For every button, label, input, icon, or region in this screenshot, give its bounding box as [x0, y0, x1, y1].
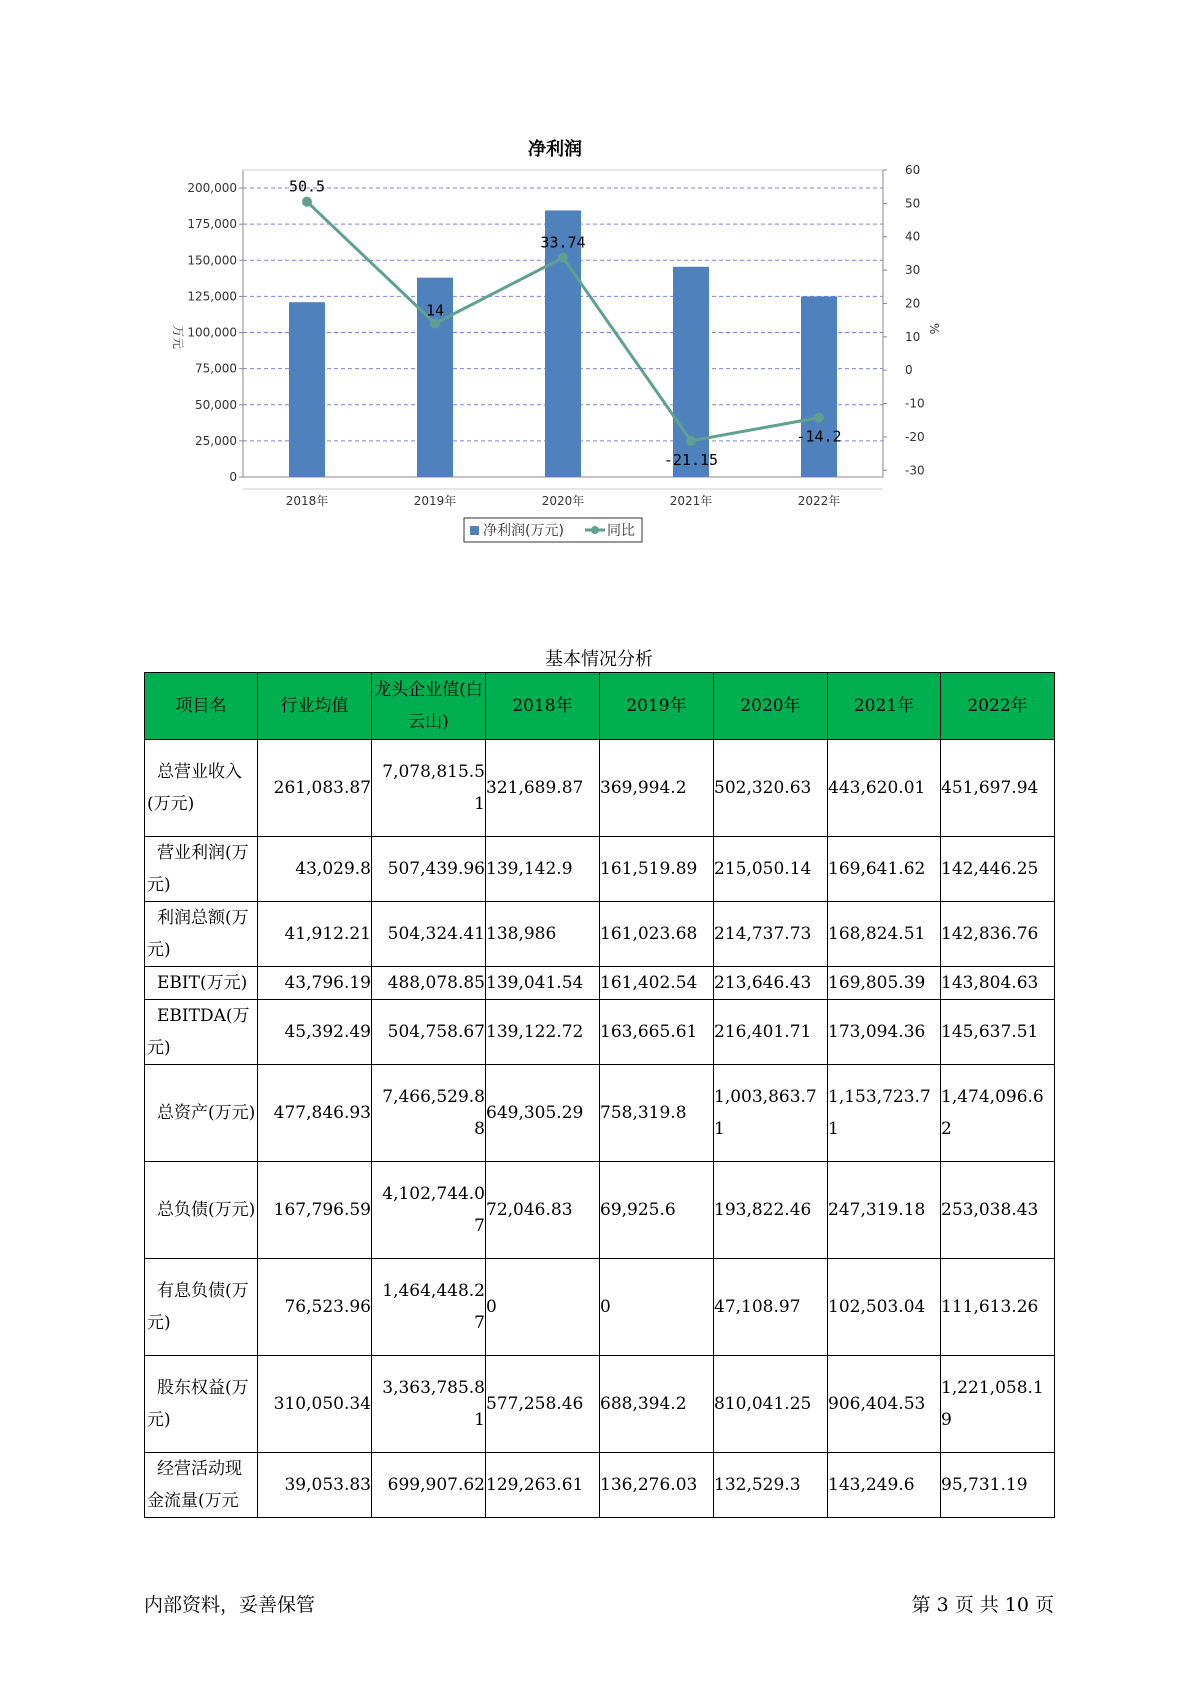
value-cell: 193,822.46 — [714, 1162, 828, 1259]
value-cell: 247,319.18 — [828, 1162, 941, 1259]
y-axis-title: 万元 — [171, 325, 185, 350]
legend-bar-label: 净利润(万元) — [483, 523, 564, 539]
value-cell: 0 — [600, 1259, 714, 1356]
value-cell: 132,529.3 — [714, 1453, 828, 1518]
footer-page-number: 第 3 页 共 10 页 — [911, 1594, 1054, 1616]
value-cell: 69,925.6 — [600, 1162, 714, 1259]
value-cell: 76,523.96 — [258, 1259, 372, 1356]
header-cell: 行业均值 — [258, 673, 372, 740]
y-tick-label: 100,000 — [187, 325, 237, 340]
y2-axis-title: % — [927, 323, 941, 335]
row-label: 总营业收入(万元) — [145, 740, 258, 837]
row-label: 有息负债(万元) — [145, 1259, 258, 1356]
value-cell: 111,613.26 — [941, 1259, 1055, 1356]
table-row — [145, 1162, 1055, 1259]
x-tick-label: 2019年 — [413, 494, 457, 508]
value-cell: 688,394.2 — [600, 1356, 714, 1453]
value-cell: 699,907.62 — [372, 1453, 486, 1518]
value-cell: 4,102,744.07 — [372, 1162, 486, 1259]
value-cell: 136,276.03 — [600, 1453, 714, 1518]
value-cell: 43,029.8 — [258, 837, 372, 902]
yoy-data-label: -21.15 — [663, 450, 719, 469]
value-cell: 95,731.19 — [941, 1453, 1055, 1518]
row-label: EBIT(万元) — [145, 967, 258, 1000]
value-cell: 161,402.54 — [600, 967, 714, 1000]
value-cell: 169,641.62 — [828, 837, 941, 902]
value-cell: 7,466,529.88 — [372, 1065, 486, 1162]
value-cell: 502,320.63 — [714, 740, 828, 837]
value-cell: 507,439.96 — [372, 837, 486, 902]
header-cell: 2019年 — [600, 673, 714, 740]
value-cell: 139,122.72 — [486, 1000, 600, 1065]
net-profit-chart — [171, 135, 1010, 595]
table-row — [145, 967, 1055, 1000]
value-cell: 216,401.71 — [714, 1000, 828, 1065]
value-cell: 649,305.29 — [486, 1065, 600, 1162]
net-profit-chart-svg — [171, 135, 1010, 595]
yoy-point — [686, 436, 696, 446]
legend-bar-swatch — [470, 526, 479, 535]
value-cell: 72,046.83 — [486, 1162, 600, 1259]
y2-tick-label: 30 — [905, 263, 921, 278]
legend-line-label: 同比 — [607, 523, 635, 539]
header-cell: 2018年 — [486, 673, 600, 740]
table-header-row — [145, 673, 1055, 740]
value-cell: 169,805.39 — [828, 967, 941, 1000]
value-cell: 810,041.25 — [714, 1356, 828, 1453]
value-cell: 215,050.14 — [714, 837, 828, 902]
y-tick-label: 200,000 — [187, 181, 237, 196]
y2-tick-label: 0 — [905, 363, 913, 378]
y-tick-label: 50,000 — [195, 397, 237, 412]
value-cell: 213,646.43 — [714, 967, 828, 1000]
value-cell: 443,620.01 — [828, 740, 941, 837]
yoy-data-label: 33.74 — [540, 233, 586, 252]
value-cell: 161,519.89 — [600, 837, 714, 902]
yoy-point — [814, 413, 824, 423]
value-cell: 1,464,448.27 — [372, 1259, 486, 1356]
y2-tick-label: 60 — [905, 163, 921, 177]
value-cell: 477,846.93 — [258, 1065, 372, 1162]
row-label: 经营活动现金流量(万元 — [145, 1453, 258, 1518]
value-cell: 43,796.19 — [258, 967, 372, 1000]
yoy-data-label: 14 — [425, 301, 445, 320]
header-cell: 龙头企业值(白云山) — [372, 673, 486, 740]
chart-title: 净利润 — [528, 139, 582, 160]
legend-line-marker — [591, 526, 599, 534]
value-cell: 168,824.51 — [828, 902, 941, 967]
value-cell: 261,083.87 — [258, 740, 372, 837]
row-label: EBITDA(万元) — [145, 1000, 258, 1065]
y-tick-label: 150,000 — [187, 253, 237, 268]
header-cell: 2020年 — [714, 673, 828, 740]
value-cell: 758,319.8 — [600, 1065, 714, 1162]
row-label: 总资产(万元) — [145, 1065, 258, 1162]
yoy-point — [302, 197, 312, 207]
value-cell: 129,263.61 — [486, 1453, 600, 1518]
y2-tick-label: -30 — [905, 463, 925, 478]
y-tick-label: 25,000 — [195, 433, 237, 448]
yoy-point — [430, 319, 440, 329]
value-cell: 369,994.2 — [600, 740, 714, 837]
value-cell: 1,221,058.19 — [941, 1356, 1055, 1453]
value-cell: 1,153,723.71 — [828, 1065, 941, 1162]
value-cell: 504,758.67 — [372, 1000, 486, 1065]
yoy-data-label: 50.5 — [288, 177, 326, 196]
table-row — [145, 1000, 1055, 1065]
value-cell: 163,665.61 — [600, 1000, 714, 1065]
value-cell: 41,912.21 — [258, 902, 372, 967]
row-label: 总负债(万元) — [145, 1162, 258, 1259]
value-cell: 310,050.34 — [258, 1356, 372, 1453]
value-cell: 161,023.68 — [600, 902, 714, 967]
row-label: 利润总额(万元) — [145, 902, 258, 967]
table-body — [145, 740, 1055, 1518]
row-label: 股东权益(万元) — [145, 1356, 258, 1453]
row-label: 营业利润(万元) — [145, 837, 258, 902]
basic-analysis-table — [144, 672, 1055, 1518]
footer-confidential-note: 内部资料，妥善保管 — [144, 1594, 316, 1616]
value-cell: 504,324.41 — [372, 902, 486, 967]
y2-tick-label: 20 — [905, 296, 921, 311]
table-row — [145, 1259, 1055, 1356]
value-cell: 253,038.43 — [941, 1162, 1055, 1259]
table-title: 基本情况分析 — [545, 649, 653, 670]
value-cell: 1,003,863.71 — [714, 1065, 828, 1162]
value-cell: 167,796.59 — [258, 1162, 372, 1259]
value-cell: 45,392.49 — [258, 1000, 372, 1065]
value-cell: 142,836.76 — [941, 902, 1055, 967]
value-cell: 139,041.54 — [486, 967, 600, 1000]
value-cell: 3,363,785.81 — [372, 1356, 486, 1453]
value-cell: 214,737.73 — [714, 902, 828, 967]
value-cell: 145,637.51 — [941, 1000, 1055, 1065]
value-cell: 102,503.04 — [828, 1259, 941, 1356]
value-cell: 138,986 — [486, 902, 600, 967]
value-cell: 7,078,815.51 — [372, 740, 486, 837]
y2-tick-label: -10 — [905, 396, 925, 411]
header-cell: 项目名 — [145, 673, 258, 740]
x-tick-label: 2018年 — [285, 494, 329, 508]
header-cell: 2022年 — [941, 673, 1055, 740]
value-cell: 321,689.87 — [486, 740, 600, 837]
y-tick-label: 75,000 — [195, 361, 237, 376]
table-row — [145, 1065, 1055, 1162]
y-tick-label: 0 — [229, 470, 237, 484]
x-tick-label: 2022年 — [797, 494, 841, 508]
table-row — [145, 1356, 1055, 1453]
table-row — [145, 837, 1055, 902]
value-cell: 173,094.36 — [828, 1000, 941, 1065]
value-cell: 139,142.9 — [486, 837, 600, 902]
table-row — [145, 902, 1055, 967]
y-tick-label: 125,000 — [187, 289, 237, 304]
value-cell: 0 — [486, 1259, 600, 1356]
bar — [801, 296, 837, 477]
value-cell: 143,249.6 — [828, 1453, 941, 1518]
x-tick-label: 2021年 — [669, 494, 713, 508]
value-cell: 577,258.46 — [486, 1356, 600, 1453]
value-cell: 451,697.94 — [941, 740, 1055, 837]
bar — [289, 302, 325, 477]
y2-tick-label: 50 — [905, 196, 921, 211]
value-cell: 1,474,096.62 — [941, 1065, 1055, 1162]
value-cell: 143,804.63 — [941, 967, 1055, 1000]
value-cell: 47,108.97 — [714, 1259, 828, 1356]
y2-tick-label: -20 — [905, 429, 925, 444]
y2-tick-label: 40 — [905, 229, 921, 244]
table-row — [145, 1453, 1055, 1518]
y-tick-label: 175,000 — [187, 217, 237, 232]
header-cell: 2021年 — [828, 673, 941, 740]
value-cell: 39,053.83 — [258, 1453, 372, 1518]
value-cell: 906,404.53 — [828, 1356, 941, 1453]
value-cell: 142,446.25 — [941, 837, 1055, 902]
yoy-data-label: -14.2 — [796, 427, 842, 446]
y2-tick-label: 10 — [905, 329, 921, 344]
value-cell: 488,078.85 — [372, 967, 486, 1000]
yoy-point — [558, 253, 568, 263]
x-tick-label: 2020年 — [541, 494, 585, 508]
table-row — [145, 740, 1055, 837]
